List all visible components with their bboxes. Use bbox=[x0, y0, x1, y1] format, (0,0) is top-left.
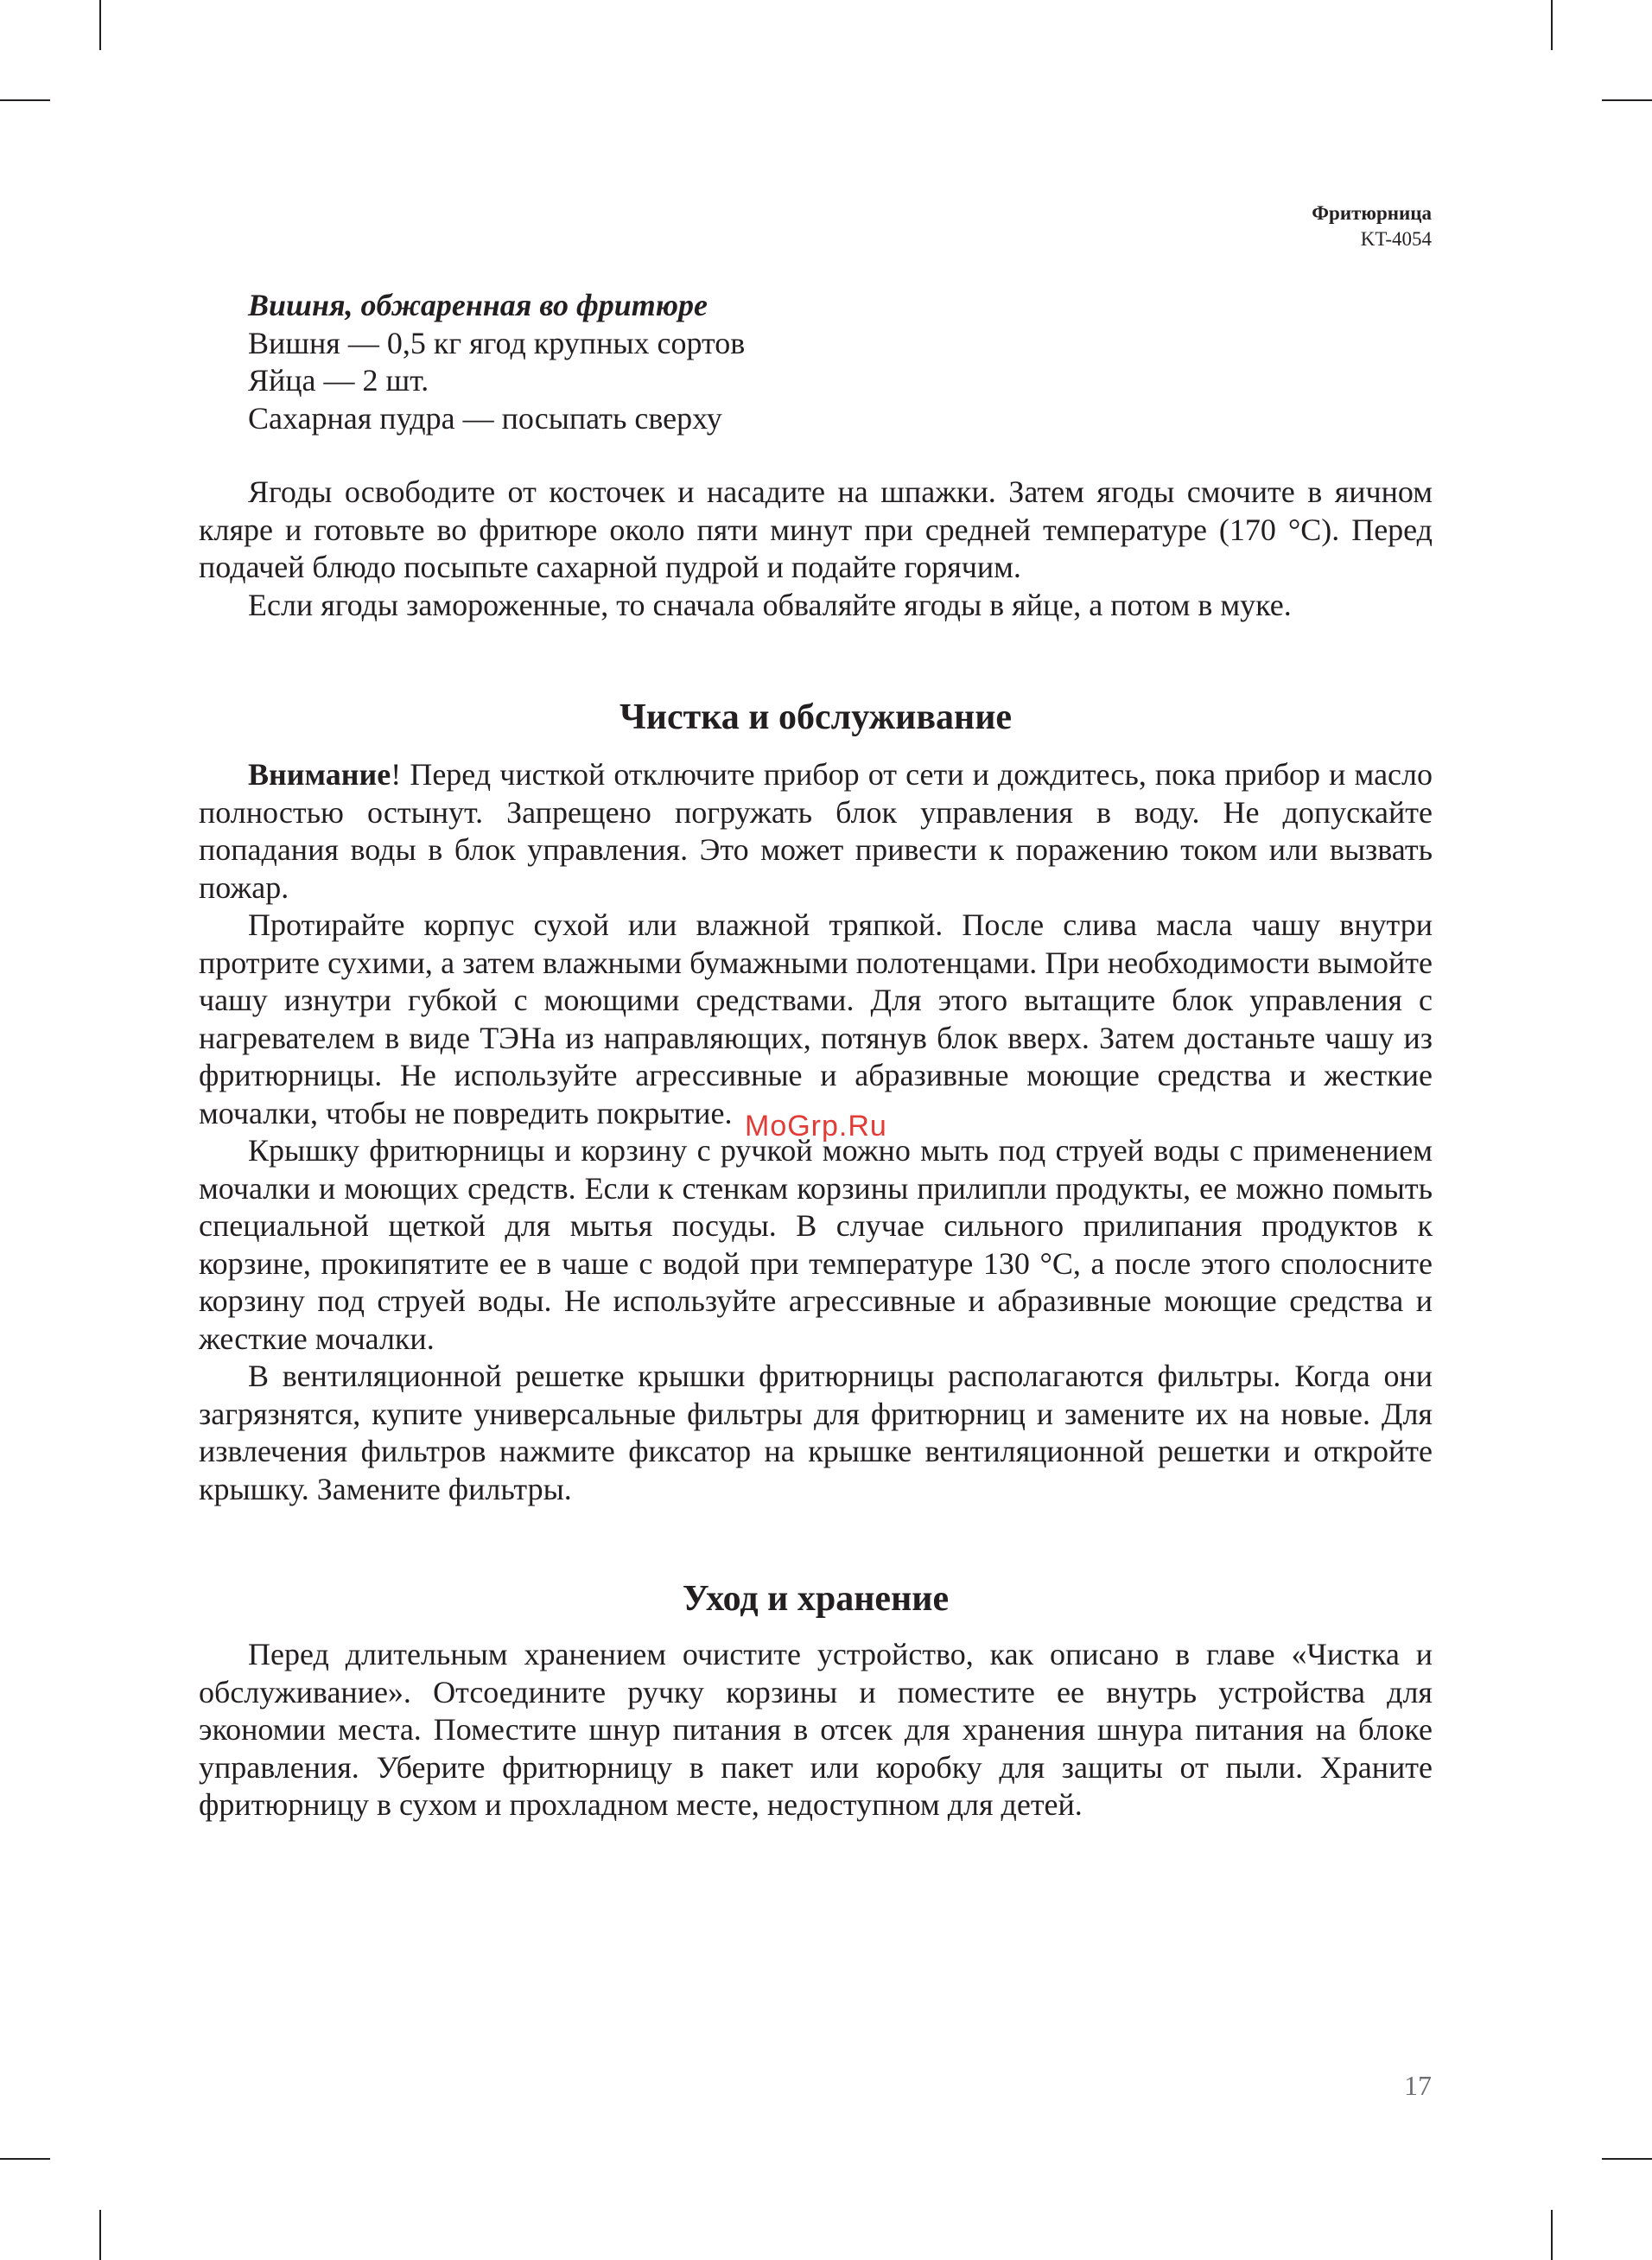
crop-mark-bottom-right bbox=[1551, 2210, 1553, 2260]
crop-mark-bottom-left bbox=[99, 2210, 101, 2260]
crop-mark-top-right bbox=[1551, 0, 1553, 50]
running-header bbox=[1312, 201, 1432, 252]
recipe-title: Вишня, обжаренная во фритюре bbox=[248, 288, 708, 322]
page-content bbox=[199, 287, 1433, 1824]
section-heading-cleaning: Чистка и обслуживание bbox=[619, 697, 1013, 737]
recipe-paragraph: Если ягоды замороженные, то сначала обваляйте ягоды в яйце, а потом в муке. bbox=[248, 587, 1292, 622]
recipe-section bbox=[199, 287, 1433, 624]
watermark: MoGrp.Ru bbox=[745, 1110, 887, 1143]
warning-text: ! Перед чисткой отключите прибор от сети и дождитесь, пока прибор и масло полностью остынут. Запрещено погружать блок управления в воду. Не допускайте попадания воды в блок управления. Это может привести к поражению током или вызвать пожар. bbox=[199, 757, 1433, 905]
crop-mark-top-right-h bbox=[1602, 99, 1652, 101]
cleaning-section bbox=[199, 696, 1433, 1508]
crop-mark-bottom-left-h bbox=[0, 2158, 50, 2160]
care-paragraph: Перед длительным хранением очистите устройство, как описано в главе «Чистка и обслуживание». Отсоедините ручку корзины и поместите ее внутрь устройства для экономии места. Поместите шнур питания в отсек для хранения шнура питания на блоке управления. Уберите фритюрницу в пакет или коробку для защиты от пыли. Храните фритюрницу в сухом и прохладном месте, недоступном для детей. bbox=[199, 1637, 1433, 1822]
header-model: KT-4054 bbox=[1360, 228, 1432, 250]
header-product-title: Фритюрница bbox=[1312, 202, 1432, 224]
crop-mark-bottom-right-h bbox=[1602, 2158, 1652, 2160]
recipe-ingredient: Яйца — 2 шт. bbox=[248, 363, 429, 398]
cleaning-paragraph: Протирайте корпус сухой или влажной тряпкой. После слива масла чашу внутри протрите сухими, а затем влажными бумажными полотенцами. При необходимости вымойте чашу изнутри губкой с моющими средствами. Для этого вытащите блок управления с нагревателем в виде ТЭНа из направляющих, потянув блок вверх. Затем достаньте чашу из фритюрницы. Не используйте агрессивные и абразивные моющие средства и жесткие мочалки, чтобы не повредить покрытие. bbox=[199, 907, 1433, 1130]
warning-label: Внимание bbox=[248, 757, 391, 792]
crop-mark-top-left bbox=[99, 0, 101, 50]
cleaning-paragraph: Крышку фритюрницы и корзину с ручкой можно мыть под струей воды с применением мочалки и моющих средств. Если к стенкам корзины прилипли продукты, ее можно помыть специальной щеткой для мытья посуды. В случае сильного прилипания продуктов к корзине, прокипятите ее в чаше с водой при температуре 130 °C, а после этого сполосните корзину под струей воды. Не используйте агрессивные и абразивные моющие средства и жесткие мочалки. bbox=[199, 1133, 1433, 1356]
recipe-paragraph: Ягоды освободите от косточек и насадите на шпажки. Затем ягоды смочите в яичном кляре и готовьте во фритюре около пяти минут при средней температуре (170 °C). Перед подачей блюдо посыпьте сахарной пудрой и подайте горячим. bbox=[199, 474, 1433, 584]
care-section bbox=[199, 1577, 1433, 1824]
page-number: 17 bbox=[1404, 2070, 1432, 2101]
crop-mark-top-left-h bbox=[0, 99, 50, 101]
recipe-block bbox=[199, 287, 1433, 437]
warning-paragraph bbox=[199, 756, 1433, 907]
recipe-ingredient: Сахарная пудра — посыпать сверху bbox=[248, 400, 722, 436]
section-heading-care: Уход и хранение bbox=[682, 1579, 950, 1619]
recipe-ingredient: Вишня — 0,5 кг ягод крупных сортов bbox=[248, 325, 746, 360]
cleaning-paragraph: В вентиляционной решетке крышки фритюрницы располагаются фильтры. Когда они загрязнятся, купите универсальные фильтры для фритюрниц и замените их на новые. Для извлечения фильтров нажмите фиксатор на крышке вентиляционной решетки и откройте крышку. Замените фильтры. bbox=[199, 1359, 1433, 1506]
